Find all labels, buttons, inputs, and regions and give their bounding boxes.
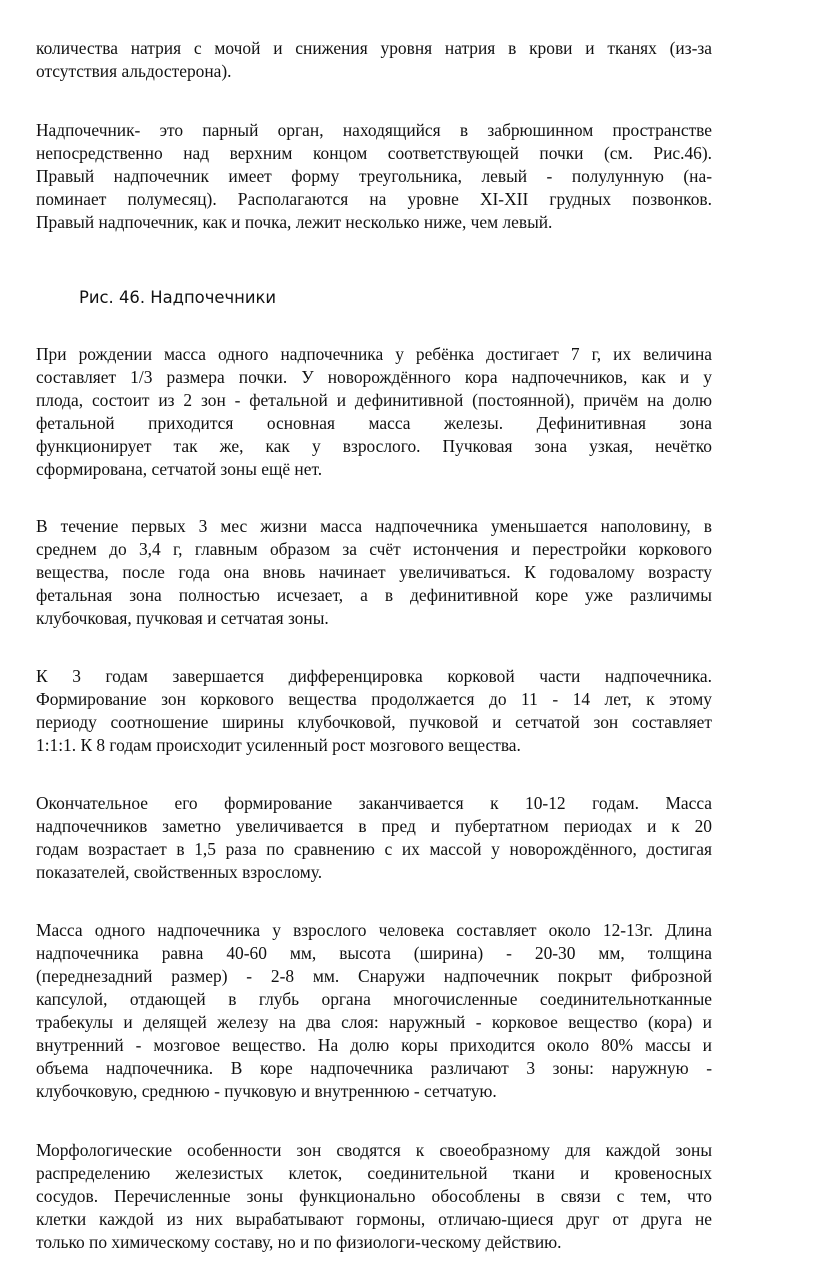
text-line: капсулой, отдающей в глубь органа многочисленные соединительнотканные xyxy=(36,989,712,1009)
text-line: распределению железистых клеток, соединительной ткани и кровеносных xyxy=(36,1163,712,1183)
text-line: среднем до 3,4 г, главным образом за счёт истончения и перестройки коркового xyxy=(36,539,712,559)
text-line: объема надпочечника. В коре надпочечника различают 3 зоны: наружную - xyxy=(36,1058,712,1078)
text-line: клетки каждой из них вырабатывают гормоны, отличаю-щиеся друг от друга не xyxy=(36,1209,712,1229)
text-line: непосредственно над верхним концом соответствующей почки (см. Рис.46). xyxy=(36,143,712,163)
text-line: надпочечников заметно увеличивается в пред и пубертатном периодах и к 20 xyxy=(36,816,712,836)
text-line: сформирована, сетчатой зоны ещё нет. xyxy=(36,459,323,479)
text-line: Правый надпочечник имеет форму треугольника, левый - полулунную (на- xyxy=(36,166,712,186)
text-line: составляет 1/3 размера почки. У новорождённого кора надпочечников, как и у xyxy=(36,367,712,387)
text-line: периоду соотношение ширины клубочковой, пучковой и сетчатой зон составляет xyxy=(36,712,712,732)
text-line: фетальной приходится основная масса железы. Дефинитивная зона xyxy=(36,413,712,433)
text-line: плода, состоит из 2 зон - фетальной и дефинитивной (постоянной), причём на долю xyxy=(36,390,712,410)
text-line: только по химическому составу, но и по физиологи-ческому действию. xyxy=(36,1232,562,1252)
text-line: сосудов. Перечисленные зоны функционально обособлены в связи с тем, что xyxy=(36,1186,712,1206)
text-line: фетальная зона полностью исчезает, а в дефинитивной коре уже различимы xyxy=(36,585,712,605)
text-line: В течение первых 3 мес жизни масса надпочечника уменьшается наполовину, в xyxy=(36,516,712,536)
text-line: К 3 годам завершается дифференцировка корковой части надпочечника. xyxy=(36,666,712,686)
text-line: Формирование зон коркового вещества продолжается до 11 - 14 лет, к этому xyxy=(36,689,712,709)
text-line: При рождении масса одного надпочечника у ребёнка достигает 7 г, их величина xyxy=(36,344,712,364)
text-line: клубочковая, пучковая и сетчатая зоны. xyxy=(36,608,329,628)
text-line: поминает полумесяц). Располагаются на уровне XI-XII грудных позвонков. xyxy=(36,189,712,209)
text-line: внутренний - мозговое вещество. На долю коры приходится около 80% массы и xyxy=(36,1035,712,1055)
text-line: надпочечника равна 40-60 мм, высота (ширина) - 20-30 мм, толщина xyxy=(36,943,712,963)
text-line: клубочковую, среднюю - пучковую и внутреннюю - сетчатую. xyxy=(36,1081,497,1101)
text-line: вещества, после года она вновь начинает увеличиваться. К годовалому возрасту xyxy=(36,562,712,582)
text-line: показателей, свойственных взрослому. xyxy=(36,862,323,882)
text-line: количества натрия с мочой и снижения уровня натрия в крови и тканях (из-за xyxy=(36,38,712,58)
text-line: отсутствия альдостерона). xyxy=(36,61,232,81)
text-line: Надпочечник- это парный орган, находящийся в забрюшинном пространстве xyxy=(36,120,712,140)
text-line: годам возрастает в 1,5 раза по сравнению с их массой у новорождённого, достигая xyxy=(36,839,712,859)
text-line: (переднезадний размер) - 2-8 мм. Снаружи надпочечник покрыт фиброзной xyxy=(36,966,712,986)
text-line: Окончательное его формирование заканчивается к 10-12 годам. Масса xyxy=(36,793,712,813)
text-line: Правый надпочечник, как и почка, лежит несколько ниже, чем левый. xyxy=(36,212,553,232)
text-line: функционирует так же, как у взрослого. Пучковая зона узкая, нечётко xyxy=(36,436,712,456)
figure-caption: Рис. 46. Надпочечники xyxy=(79,288,277,307)
text-line: Масса одного надпочечника у взрослого человека составляет около 12-13г. Длина xyxy=(36,920,712,940)
text-line: Морфологические особенности зон сводятся к своеобразному для каждой зоны xyxy=(36,1140,712,1160)
text-line: трабекулы и делящей железу на два слоя: наружный - корковое вещество (кора) и xyxy=(36,1012,712,1032)
text-line: 1:1:1. К 8 годам происходит усиленный рост мозгового вещества. xyxy=(36,735,521,755)
